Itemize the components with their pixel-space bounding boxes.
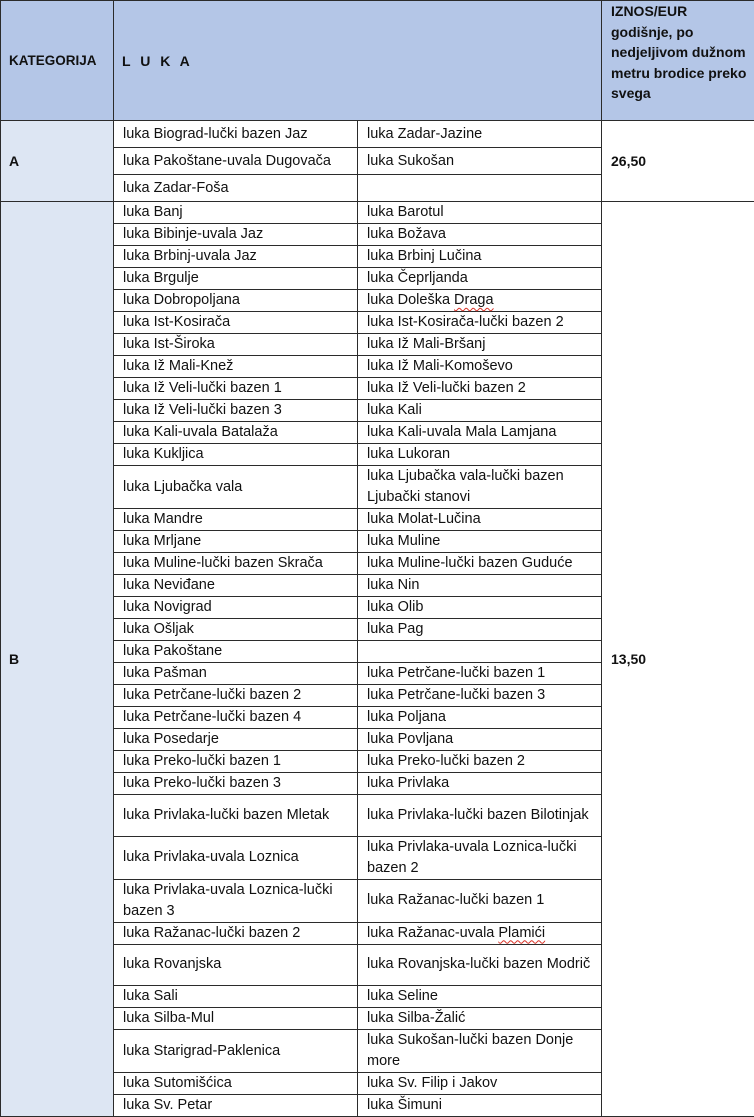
header-row [1,1,754,121]
port-name-cell: luka Iž Mali-Komoševo [358,356,602,378]
port-name-cell: luka Mandre [114,509,358,531]
port-name-cell: luka Barotul [358,202,602,224]
port-name-cell: luka Kukljica [114,444,358,466]
port-name-cell: luka Silba-Žalić [358,1008,602,1030]
port-name-cell [358,175,602,202]
port-name-cell: luka Sutomišćica [114,1073,358,1095]
port-name-cell: luka Petrčane-lučki bazen 4 [114,707,358,729]
port-name-cell: luka Čeprljanda [358,268,602,290]
port-name-cell: luka Iž Veli-lučki bazen 2 [358,378,602,400]
category-header: KATEGORIJA [1,1,114,121]
port-name-cell: luka Privlaka-uvala Loznica-lučki bazen 2 [358,836,602,879]
port-name-cell: luka Iž Veli-lučki bazen 1 [114,378,358,400]
port-name-cell: luka Sv. Filip i Jakov [358,1073,602,1095]
port-name-cell: luka Brbinj-uvala Jaz [114,246,358,268]
port-name-cell: luka Sv. Petar [114,1095,358,1117]
port-name-cell: luka Lukoran [358,444,602,466]
port-name-cell: luka Ljubačka vala [114,466,358,509]
port-name-cell: luka Nin [358,575,602,597]
table-row [1,121,754,148]
port-name-cell: luka Brbinj Lučina [358,246,602,268]
port-name-cell: luka Banj [114,202,358,224]
port-name-cell: luka Starigrad-Paklenica [114,1030,358,1073]
port-name-cell: luka Šimuni [358,1095,602,1117]
port-name-cell: luka Kali-uvala Batalaža [114,422,358,444]
port-name-cell: luka Privlaka-lučki bazen Mletak [114,795,358,837]
port-name-cell: luka Novigrad [114,597,358,619]
port-name-cell: luka Privlaka-uvala Loznica [114,836,358,879]
port-name-cell: luka Muline [358,531,602,553]
table-row [1,202,754,224]
port-name-cell: luka Ljubačka vala-lučki bazen Ljubački stanovi [358,466,602,509]
port-name-cell: luka Pakoštane [114,641,358,663]
port-name-cell: luka Zadar-Jazine [358,121,602,148]
port-name-cell: luka Olib [358,597,602,619]
port-name-cell: luka Posedarje [114,729,358,751]
amount-value: 13,50 [602,202,754,1117]
port-name-cell: luka Silba-Mul [114,1008,358,1030]
port-name-cell: luka Ist-Kosirača-lučki bazen 2 [358,312,602,334]
port-name-cell: luka Preko-lučki bazen 1 [114,751,358,773]
port-name-cell: luka Ošljak [114,619,358,641]
port-name-cell: luka Privlaka [358,773,602,795]
port-name-cell: luka Petrčane-lučki bazen 2 [114,685,358,707]
category-label: A [1,121,114,202]
port-name-cell: luka Kali-uvala Mala Lamjana [358,422,602,444]
port-name-cell: luka Iž Veli-lučki bazen 3 [114,400,358,422]
port-name-cell: luka Pakoštane-uvala Dugovača [114,148,358,175]
port-header: L U K A [114,1,602,121]
port-name-cell: luka Brgulje [114,268,358,290]
port-name-cell: luka Petrčane-lučki bazen 1 [358,663,602,685]
port-name-cell: luka Petrčane-lučki bazen 3 [358,685,602,707]
amount-header: IZNOS/EUR godišnje, po nedjeljivom dužnom metru brodice preko svega [602,1,754,121]
amount-value: 26,50 [602,121,754,202]
port-name-cell: luka Privlaka-lučki bazen Bilotinjak [358,795,602,837]
port-name-cell: luka Mrljane [114,531,358,553]
port-name-cell: luka Pašman [114,663,358,685]
port-name-cell: luka Rovanjska [114,944,358,986]
port-name-cell: luka Sukošan-lučki bazen Donje more [358,1030,602,1073]
port-name-cell: luka Muline-lučki bazen Guduće [358,553,602,575]
port-name-cell: luka Božava [358,224,602,246]
port-name-cell: luka Pag [358,619,602,641]
port-name-cell: luka Ražanac-uvala Plamići [358,922,602,944]
port-name-cell: luka Zadar-Foša [114,175,358,202]
port-name-cell: luka Neviđane [114,575,358,597]
port-name-cell: luka Seline [358,986,602,1008]
port-name-cell: luka Privlaka-uvala Loznica-lučki bazen 3 [114,879,358,922]
port-name-cell: luka Sali [114,986,358,1008]
port-name-cell: luka Iž Mali-Bršanj [358,334,602,356]
port-name-cell: luka Ražanac-lučki bazen 2 [114,922,358,944]
port-name-cell: luka Sukošan [358,148,602,175]
port-name-cell: luka Ražanac-lučki bazen 1 [358,879,602,922]
port-name-cell: luka Preko-lučki bazen 3 [114,773,358,795]
port-name-cell: luka Preko-lučki bazen 2 [358,751,602,773]
category-label: B [1,202,114,1117]
port-name-cell: luka Rovanjska-lučki bazen Modrič [358,944,602,986]
port-name-cell: luka Iž Mali-Knež [114,356,358,378]
port-name-cell: luka Muline-lučki bazen Skrača [114,553,358,575]
port-name-cell: luka Doleška Draga [358,290,602,312]
port-name-cell: luka Kali [358,400,602,422]
port-name-cell: luka Ist-Kosirača [114,312,358,334]
port-name-cell: luka Molat-Lučina [358,509,602,531]
port-name-cell: luka Ist-Široka [114,334,358,356]
port-name-cell: luka Biograd-lučki bazen Jaz [114,121,358,148]
port-name-cell: luka Povljana [358,729,602,751]
port-name-cell [358,641,602,663]
port-name-cell: luka Poljana [358,707,602,729]
port-name-cell: luka Dobropoljana [114,290,358,312]
port-name-cell: luka Bibinje-uvala Jaz [114,224,358,246]
